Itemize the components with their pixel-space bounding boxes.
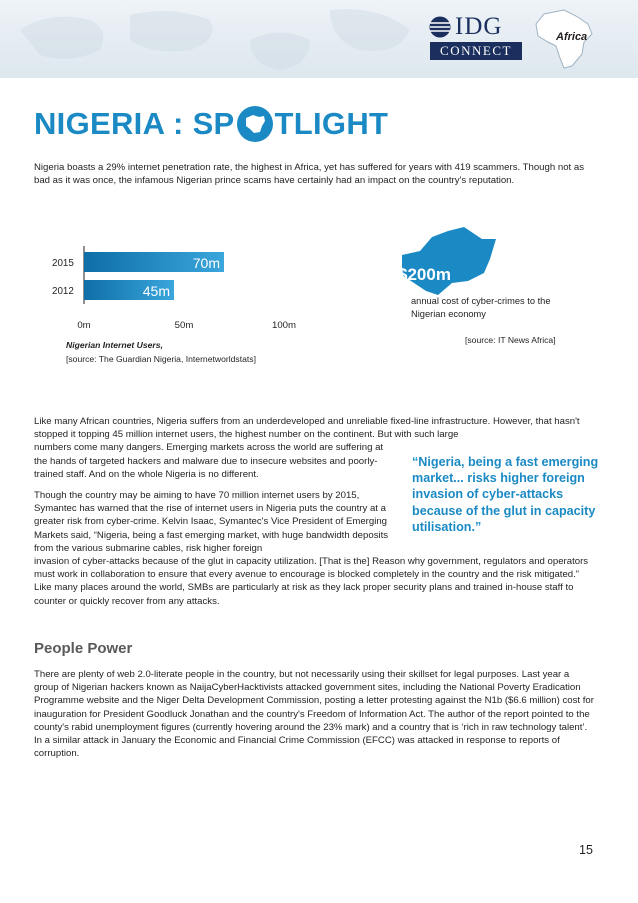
bar-category-label: 2015 bbox=[52, 258, 74, 269]
stat-source: [source: IT News Africa] bbox=[465, 335, 556, 345]
internet-users-chart bbox=[34, 222, 354, 372]
page-title bbox=[34, 104, 388, 144]
chart-title: Nigerian Internet Users, bbox=[66, 340, 163, 350]
bar-value-label: 45m bbox=[142, 283, 170, 299]
bar-value-label: 70m bbox=[192, 255, 220, 271]
chart-svg bbox=[34, 222, 354, 337]
bar-category-label: 2012 bbox=[52, 286, 74, 297]
title-part-2: TLIGHT bbox=[274, 106, 389, 141]
idg-connect-logo bbox=[428, 14, 524, 64]
page-number: 15 bbox=[579, 843, 593, 857]
idg-globe-icon bbox=[428, 15, 452, 39]
section-body: There are plenty of web 2.0-literate people in the country, but not necessarily using their skillset for legal purposes. Last year a group of Nigerian hackers known as NaijaCyberHacktivists attacked government sites, including the National Poverty Eradication Programme website and the Niger Delta Development Commission, posting a letter protesting against the N1b ($6.6 million) cost for inauguration for President Goodluck Jonathan and the country's Freedom of Information Act. The author of the report pointed to the county's rabid unemployment figures (currently hovering around the 23% mark) and a country that is ‘rich in raw technology talent’. In a similar attack in January the Economic and Financial Crime Commission (EFCC) was attacked in response to reports of corruption. bbox=[34, 669, 594, 760]
logo-idg-text: IDG bbox=[455, 13, 503, 40]
cyber-crime-stat bbox=[392, 225, 602, 355]
pull-quote: “Nigeria, being a fast emerging market... risks higher foreign invasion of cyber-attacks because of the glut in capacity utilisation.” bbox=[412, 455, 599, 534]
title-part-1: NIGERIA : SP bbox=[34, 106, 235, 141]
chart-source: [source: The Guardian Nigeria, Internetworldstats] bbox=[66, 354, 256, 364]
body-para-1-narrow: numbers come many dangers. Emerging markets across the world are suffering at the hands of targeted hackers and malware due to insecure websites and poorly-trained staff. And on the whole Nigeria is no different. bbox=[34, 442, 384, 480]
x-tick-label: 50m bbox=[174, 320, 194, 331]
region-label: Africa bbox=[556, 31, 588, 43]
body-para-2-narrow: Though the country may be aiming to have 70 million internet users by 2015, Symantec has warned that the rise of internet users in Nigeria puts the country at a greater risk from cyber-crime. Kelvin Isaac, Symantec's Vice President of Emerging Markets said, “Nigeria, being a fast emerging market, with huge bandwidth deposits from the various submarine cables, risk higher foreign bbox=[34, 490, 389, 554]
stat-description: annual cost of cyber-crimes to the Nigerian economy bbox=[411, 296, 551, 319]
stat-value: $200m bbox=[398, 265, 451, 284]
x-tick-label: 100m bbox=[272, 320, 296, 331]
logo-connect-text: CONNECT bbox=[430, 42, 522, 60]
section-heading: People Power bbox=[34, 640, 133, 657]
nigeria-spotlight-icon bbox=[237, 106, 273, 142]
nigeria-shape-icon bbox=[243, 112, 267, 136]
x-tick-label: 0m bbox=[77, 320, 91, 331]
body-para-2-rest: invasion of cyber-attacks because of the glut in capacity utilization. [That is the] Reason why government, regulators and operators must work in collaboration to ensure that every avenue to encourage is blocked completely in the country and the risk mitigated.” Like many places around the world, SMBs are particularly at risk as they lack proper security plans and trained in-house staff to counter or quickly recover from any attacks. bbox=[34, 556, 589, 607]
body-para-1-start: Like many African countries, Nigeria suffers from an underdeveloped and unreliable fixed-line infrastructure. However, that hasn't stopped it topping 45 million internet users, the highest number on the continent. But with such large bbox=[34, 416, 580, 441]
intro-paragraph: Nigeria boasts a 29% internet penetration rate, the highest in Africa, yet has suffered for years with 419 scammers. Though not as bad as it was once, the infamous Nigerian prince scams have certainly had an impact on the country's reputation. bbox=[34, 162, 584, 187]
